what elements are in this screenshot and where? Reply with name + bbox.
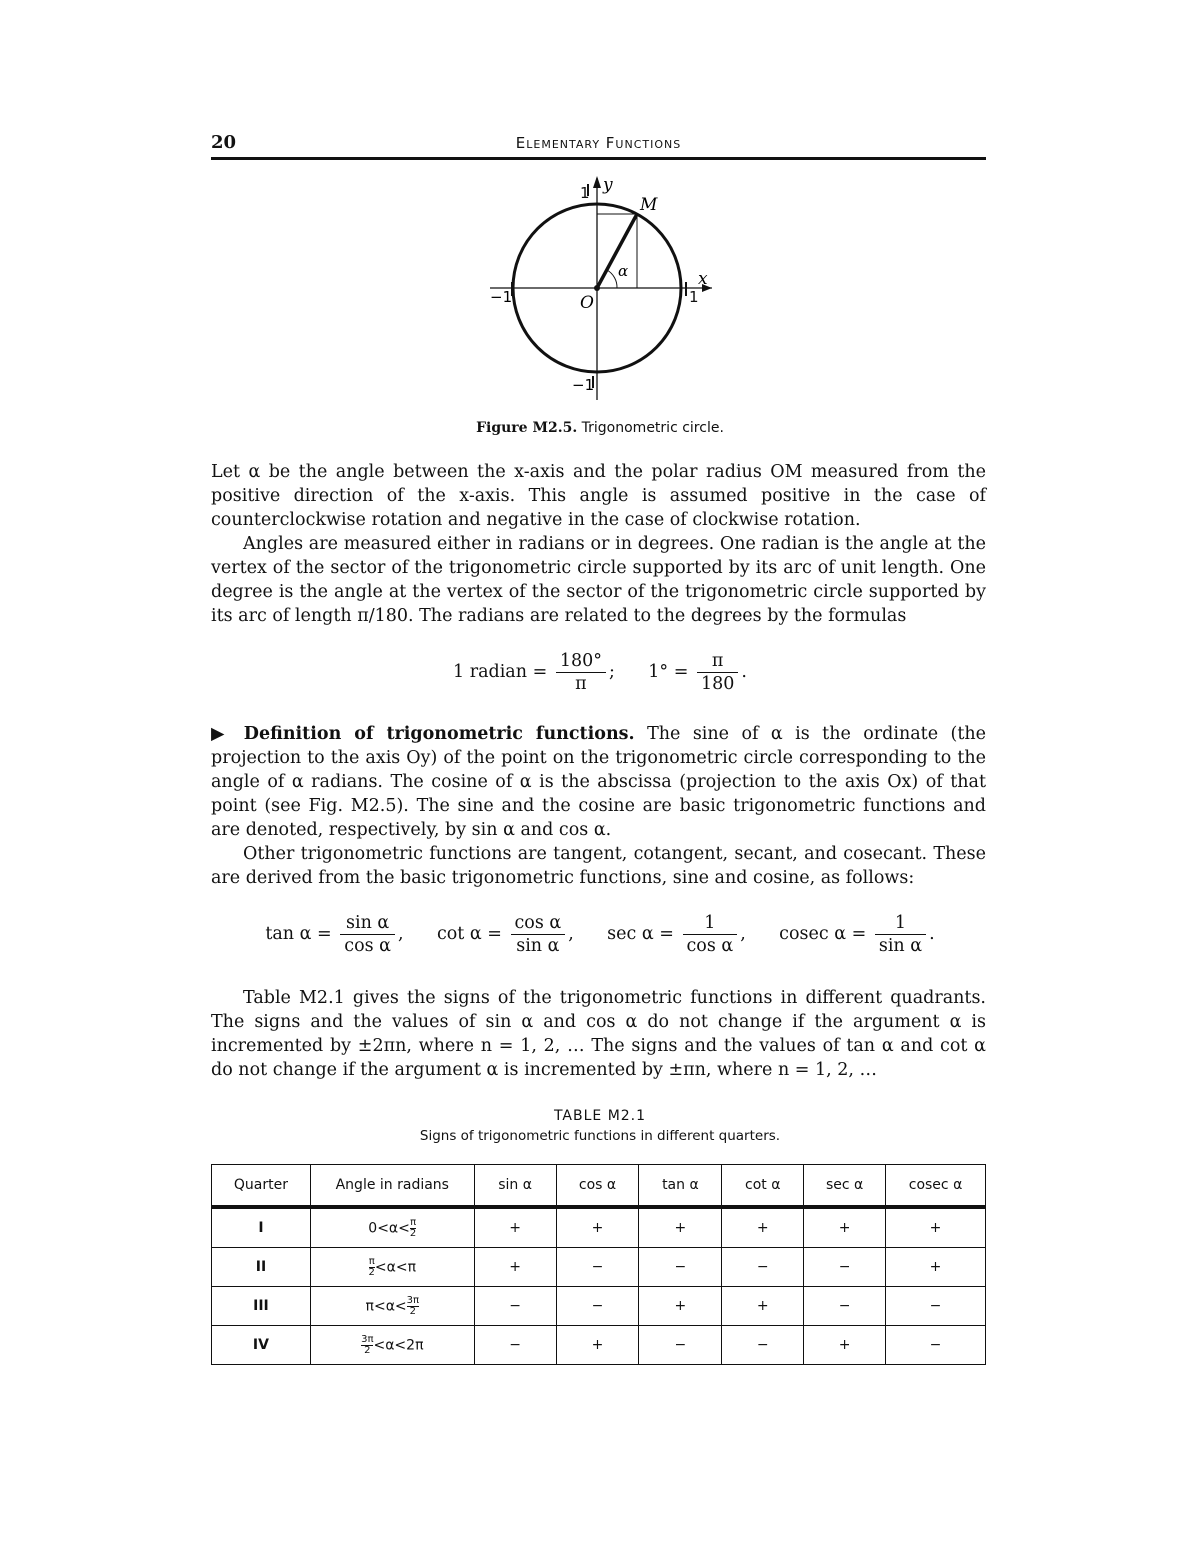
sign-cell: −	[886, 1326, 986, 1365]
body-text-block-3	[211, 986, 986, 1082]
quarter-cell: IV	[212, 1326, 311, 1365]
definition-heading: Definition of trigonometric functions.	[243, 724, 635, 744]
sign-cell: −	[556, 1248, 639, 1287]
cosec-lhs: cosec α =	[779, 924, 867, 944]
angle-cell	[310, 1287, 474, 1326]
label-alpha: α	[618, 262, 629, 280]
header-quarter: Quarter	[212, 1165, 311, 1208]
formula-end: .	[741, 662, 747, 682]
sign-cell: −	[722, 1326, 804, 1365]
sign-cell: −	[639, 1248, 722, 1287]
label-one-right: 1	[689, 288, 699, 306]
fraction-numerator: 1	[683, 912, 738, 935]
formula-end: .	[929, 924, 935, 944]
label-one-top: 1	[580, 184, 590, 202]
header-tan: tan α	[639, 1165, 722, 1208]
angle-fraction	[410, 1218, 416, 1239]
angle-pre: 0<α<	[368, 1220, 410, 1236]
formula-derived-functions	[0, 912, 1200, 957]
fraction-pi-over-180	[697, 650, 738, 695]
trigonometric-circle-svg	[490, 170, 730, 405]
sign-cell: +	[804, 1207, 886, 1248]
sign-cell: +	[639, 1287, 722, 1326]
page-header	[211, 128, 986, 158]
header-cos: cos α	[556, 1165, 639, 1208]
paragraph-other-functions: Other trigonometric functions are tangent, cotangent, secant, and cosecant. These are derived from the basic trigonometric functions, sine and cosine, as follows:	[211, 844, 986, 888]
figure-caption-text: Trigonometric circle.	[577, 420, 724, 436]
triangle-marker-icon: ▶	[211, 724, 232, 744]
header-cosec: cosec α	[886, 1165, 986, 1208]
table-row	[212, 1207, 986, 1248]
fraction-numerator: 1	[875, 912, 926, 935]
tan-lhs: tan α =	[265, 924, 332, 944]
tan-fraction	[340, 912, 395, 957]
sign-cell: −	[474, 1287, 556, 1326]
sign-cell: +	[474, 1248, 556, 1287]
label-x: x	[698, 269, 708, 289]
table-row	[212, 1326, 986, 1365]
label-y: y	[603, 175, 613, 195]
body-text-block-2	[211, 722, 986, 890]
header-sec: sec α	[804, 1165, 886, 1208]
cosec-fraction	[875, 912, 926, 957]
header-sin: sin α	[474, 1165, 556, 1208]
angle-post: <α<π	[374, 1259, 417, 1275]
sign-cell: −	[474, 1326, 556, 1365]
comma: ,	[568, 924, 574, 944]
header-angle: Angle in radians	[310, 1165, 474, 1208]
cot-fraction	[511, 912, 566, 957]
table-header-row	[212, 1165, 986, 1208]
label-minus-one-bottom: −1	[572, 376, 595, 394]
fraction-denominator: sin α	[516, 936, 560, 956]
sign-cell: +	[722, 1207, 804, 1248]
polar-radius-om	[597, 214, 637, 288]
paragraph-radians-degrees: Angles are measured either in radians or in degrees. One radian is the angle at the vertex of the sector of the trigonometric circle supported by its arc of unit length. One degree is the angle at the vertex of the sector of the trigonometric circle supported by its arc of length π/180. The radians are related to the degrees by the formulas	[211, 534, 986, 626]
label-minus-one-left: −1	[490, 288, 513, 306]
angle-numerator: π	[410, 1216, 417, 1228]
angle-cell	[310, 1248, 474, 1287]
header-rule	[211, 157, 986, 160]
sign-cell: +	[804, 1326, 886, 1365]
sign-cell: +	[556, 1326, 639, 1365]
fraction-numerator: cos α	[511, 912, 566, 935]
fraction-denominator: cos α	[686, 936, 734, 956]
paragraph-table-intro: Table M2.1 gives the signs of the trigonometric functions in different quadrants. The signs and the values of sin α and cos α do not change if the argument α is incremented by ±2πn, where n = 1, 2, … The signs and the values of tan α and cot α do not change if the argument α is incremented by ±πn, where n = 1, 2, …	[211, 988, 986, 1080]
page-number: 20	[211, 132, 237, 153]
angle-denominator: 2	[364, 1344, 371, 1356]
fraction-denominator: 180	[700, 674, 735, 694]
cot-lhs: cot α =	[436, 924, 502, 944]
sign-cell: +	[886, 1207, 986, 1248]
sign-cell: +	[886, 1248, 986, 1287]
quarter-cell: III	[212, 1287, 311, 1326]
sign-cell: −	[722, 1248, 804, 1287]
angle-arc	[607, 270, 617, 288]
signs-table	[211, 1164, 986, 1365]
comma: ,	[397, 924, 404, 944]
definition-body: The sine of α is the ordinate (the projection to the axis Oy) of the point on the trigonometric circle corresponding to the angle of α radians. The cosine of α is the abscissa (projection to the axis Ox) of that point (see Fig. M2.5). The sine and the cosine are basic trigonometric functions and are denoted, respectively, by sin α and cos α.	[211, 724, 986, 840]
angle-pre: π<α<	[365, 1298, 407, 1314]
fraction-numerator: 180°	[556, 650, 606, 673]
angle-cell	[310, 1207, 474, 1248]
angle-numerator: π	[368, 1255, 375, 1267]
formula-separator: ;	[608, 662, 615, 682]
sign-cell: −	[886, 1287, 986, 1326]
trigonometric-circle-figure	[490, 170, 730, 405]
angle-numerator: 3π	[406, 1294, 420, 1306]
paragraph-angle-definition: Let α be the angle between the x-axis and the polar radius OM measured from the positive direction of the x-axis. This angle is assumed positive in the case of counterclockwise rotation and negative in the case of clockwise rotation.	[211, 462, 986, 530]
figure-caption-label: Figure M2.5.	[476, 420, 578, 436]
angle-denominator: 2	[409, 1305, 417, 1317]
running-title: Elementary Functions	[515, 134, 682, 152]
body-text-block-1	[211, 460, 986, 628]
angle-denominator: 2	[409, 1227, 417, 1239]
sec-lhs: sec α =	[607, 924, 674, 944]
fraction-denominator: sin α	[878, 936, 923, 956]
sign-cell: −	[639, 1326, 722, 1365]
fraction-numerator: π	[697, 650, 738, 673]
label-m: M	[640, 195, 658, 215]
fraction-denominator: cos α	[344, 936, 391, 956]
angle-numerator: 3π	[361, 1333, 374, 1345]
y-axis-arrow	[593, 176, 601, 188]
sign-cell: +	[474, 1207, 556, 1248]
table-row	[212, 1287, 986, 1326]
formula-lhs-degree: 1° =	[648, 662, 689, 682]
quarter-cell: I	[212, 1207, 311, 1248]
sign-cell: −	[804, 1287, 886, 1326]
paragraph-definition-trig	[211, 722, 986, 842]
fraction-180-over-pi	[556, 650, 606, 695]
quarter-cell: II	[212, 1248, 311, 1287]
sign-cell: −	[556, 1287, 639, 1326]
sec-fraction	[683, 912, 738, 957]
label-o: O	[580, 293, 594, 313]
angle-fraction	[407, 1296, 419, 1317]
angle-cell	[310, 1326, 474, 1365]
angle-fraction	[361, 1335, 373, 1356]
fraction-numerator: sin α	[340, 912, 395, 935]
sign-cell: +	[639, 1207, 722, 1248]
formula-lhs-radian: 1 radian =	[453, 662, 548, 682]
angle-denominator: 2	[368, 1266, 375, 1278]
sign-cell: +	[556, 1207, 639, 1248]
table-title: TABLE M2.1	[553, 1108, 647, 1124]
table-row	[212, 1248, 986, 1287]
sign-cell: +	[722, 1287, 804, 1326]
header-cot: cot α	[722, 1165, 804, 1208]
figure-caption	[0, 420, 1200, 436]
formula-radian-degree	[0, 650, 1200, 695]
sign-cell: −	[804, 1248, 886, 1287]
comma: ,	[740, 924, 746, 944]
angle-post: <α<2π	[373, 1337, 424, 1353]
origin-point	[594, 285, 600, 291]
table-subtitle: Signs of trigonometric functions in different quarters.	[419, 1128, 781, 1144]
fraction-denominator: π	[575, 674, 587, 694]
